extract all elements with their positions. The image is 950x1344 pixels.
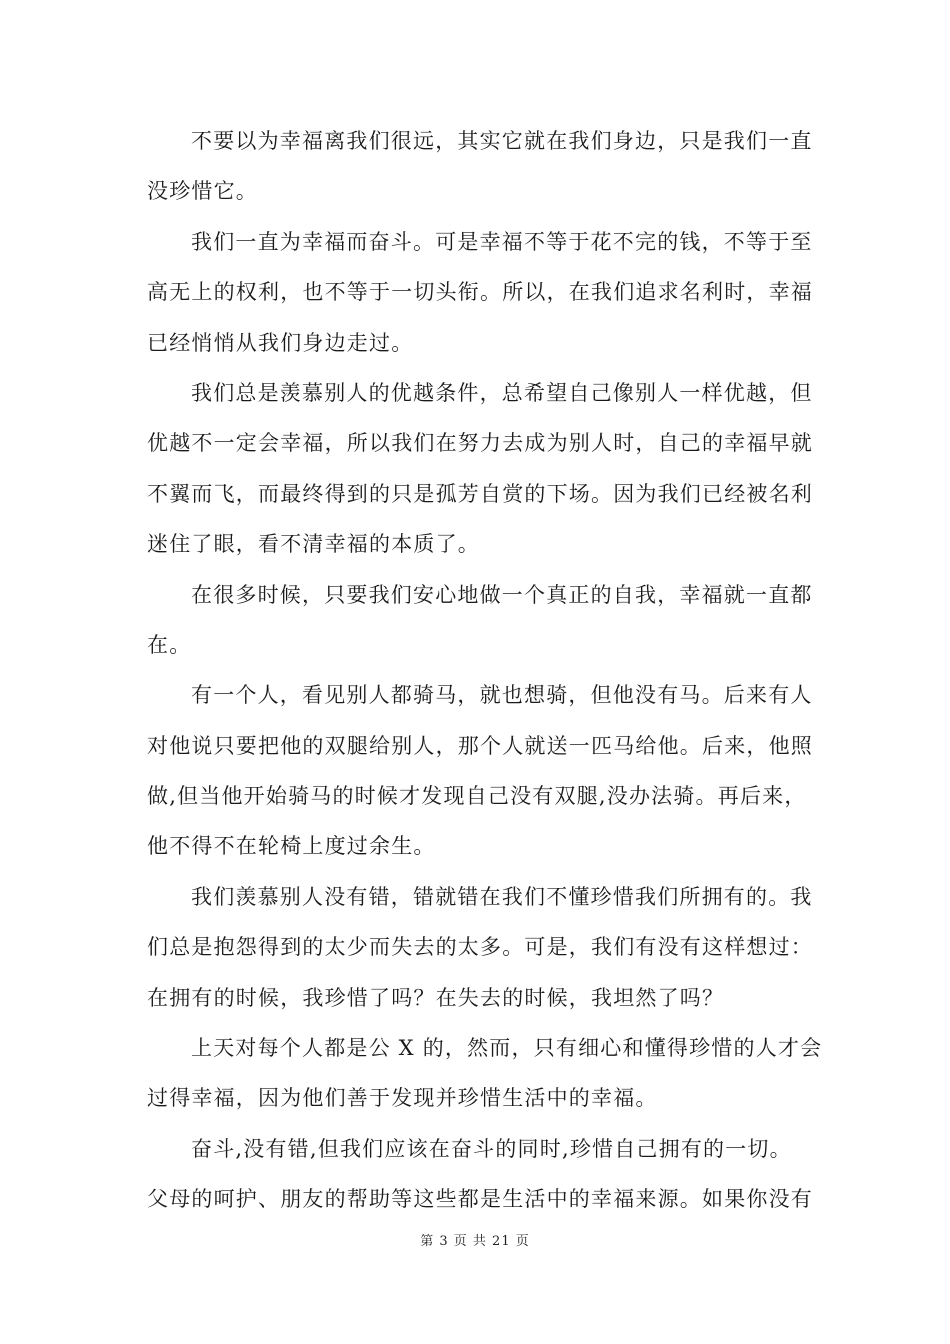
text-line: 有一个人，看见别人都骑马，就也想骑，但他没有马。后来有人 (191, 683, 813, 708)
text-line: 在很多时候，只要我们安心地做一个真正的自我，幸福就一直都 (191, 582, 813, 607)
document-body (147, 116, 823, 1225)
text-line: 过得幸福，因为他们善于发现并珍惜生活中的幸福。 (147, 1086, 658, 1111)
text-line: 没珍惜它。 (147, 179, 258, 204)
text-line: 父母的呵护、朋友的帮助等这些都是生活中的幸福来源。如果你没有 (147, 1187, 813, 1212)
text-line: 在。 (147, 632, 192, 657)
text-line: 们总是抱怨得到的太少而失去的太多。可是，我们有没有这样想过： (147, 935, 813, 960)
text-line: 迷住了眼，看不清幸福的本质了。 (147, 532, 480, 557)
text-line: 他不得不在轮椅上度过余生。 (147, 834, 436, 859)
text-line: 不要以为幸福离我们很远，其实它就在我们身边，只是我们一直 (191, 129, 813, 153)
text-line: 对他说只要把他的双腿给别人，那个人就送一匹马给他。后来，他照 (147, 733, 813, 758)
text-line: 我们一直为幸福而奋斗。可是幸福不等于花不完的钱，不等于至 (191, 229, 813, 254)
text-line: 已经悄悄从我们身边走过。 (147, 330, 414, 355)
page-number-footer: 第 3 页 共 21 页 (420, 1234, 530, 1249)
text-line: 做,但当他开始骑马的时候才发现自己没有双腿,没办法骑。再后来， (147, 784, 807, 809)
text-line: 我们总是羡慕别人的优越条件，总希望自己像别人一样优越，但 (191, 380, 813, 405)
text-line: 上天对每个人都是公 X 的，然而，只有细心和懂得珍惜的人才会 (191, 1036, 823, 1061)
text-line: 优越不一定会幸福，所以我们在努力去成为别人时，自己的幸福早就 (147, 431, 813, 456)
text-line: 在拥有的时候，我珍惜了吗？在失去的时候，我坦然了吗？ (147, 985, 725, 1010)
text-line: 高无上的权利，也不等于一切头衔。所以，在我们追求名利时，幸福 (147, 280, 813, 305)
text-line: 我们羡慕别人没有错，错就错在我们不懂珍惜我们所拥有的。我 (191, 884, 813, 909)
text-line: 奋斗,没有错,但我们应该在奋斗的同时,珍惜自己拥有的一切。 (191, 1136, 792, 1161)
text-line: 不翼而飞，而最终得到的只是孤芳自赏的下场。因为我们已经被名利 (147, 481, 813, 506)
